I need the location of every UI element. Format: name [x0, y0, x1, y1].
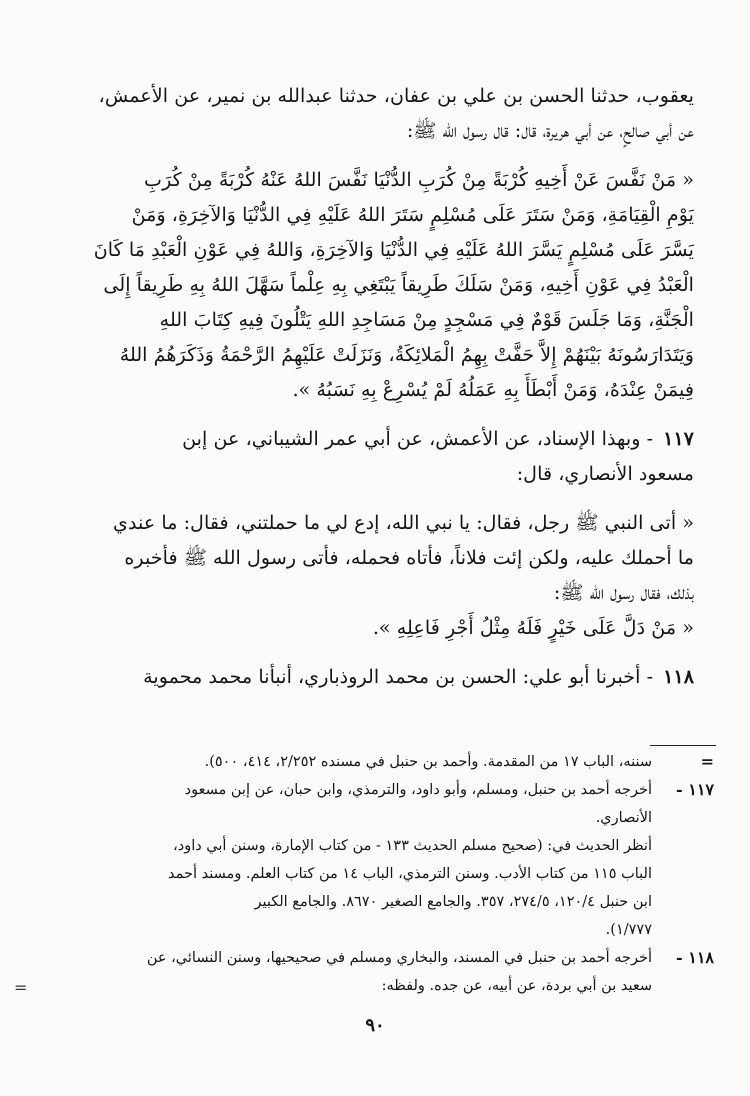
hadith-quote: [50, 162, 694, 407]
text-line: عن أبي صالحٍ، عن أبي هريرة، قال: قال رسول الله ﷺ:: [406, 119, 694, 142]
footnote-line: أنظر الحديث في: (صحيح مسلم الحديث ١٣٣ - من كتاب الإمارة، وسنن أبي داود،: [173, 838, 652, 854]
text-line: الْجَنَّةِ، وَمَا جَلَسَ قَوْمٌ فِي مَسْجِدٍ مِنْ مَسَاجِدِ اللهِ يَتْلُونَ فِيهِ كِتَابَ اللهِ: [159, 308, 694, 331]
hadith-117: [50, 421, 694, 491]
hadith-number: ١١٨: [663, 665, 694, 688]
text-line: بذلك، فقال رسول الله ﷺ:: [553, 581, 694, 604]
footnote-line: ابن حنبل ١٢٠/٤، ٢٧٤/٥، ٣٥٧. والجامع الصغير ٨٦٧٠. والجامع الكبير: [254, 894, 652, 910]
text-line: - وبهذا الإسناد، عن الأعمش، عن أبي عمر الشيباني، عن إبن: [182, 427, 654, 450]
footnote-117: [50, 776, 716, 944]
text-line: فِيمَنْ عِنْدَهُ، وَمَنْ أَبْطَأَ بِهِ عَمَلُهُ لَمْ يُسْرِعْ بِهِ نَسَبُهُ ».: [292, 378, 694, 401]
text-line: يَسَّرَ عَلَى مُسْلِمٍ يَسَّرَ اللهُ عَلَيْهِ فِي الدُّنْيَا وَالآخِرَةِ، وَاللهُ فِي عَوْنِ الْعَبْدِ مَا كَانَ: [93, 238, 694, 261]
continuation-mark: =: [700, 752, 714, 771]
hadith-118: [50, 659, 694, 694]
footnote-118: [50, 944, 716, 1000]
footnote-line: أخرجه أحمد بن حنبل في المسند، والبخاري ومسلم في صحيحيها، وسنن النسائي، عن: [146, 950, 652, 966]
footnote-line: ١/٧٧٧).: [605, 922, 652, 938]
text-line: وَيَتَدَارَسُونَهُ بَيْنَهُمْ إِلاَّ حَفَّتْ بِهِمُ الْمَلائِكَةُ، وَنَزَلَتْ عَلَيْهِمُ الرَّحْمَةُ وَذَكَرَهُمُ اللهُ: [119, 343, 694, 366]
text-line: يَوْمِ الْقِيَامَةِ، وَمَنْ سَتَرَ عَلَى مُسْلِمٍ سَتَرَ اللهُ عَلَيْهِ فِي الدُّنْيَا وَالآخِرَةِ، وَمَنْ: [131, 203, 694, 226]
text-line: « مَنْ نَفَّسَ عَنْ أَخِيهِ كُرْبَةً مِنْ كُرَبِ الدُّنْيَا نَفَّسَ اللهُ عَنْهُ كُرْبَةً مِنْ كُرَبِ: [144, 168, 694, 191]
page-number: ٩٠: [365, 1015, 385, 1036]
footnote-line: سننه، الباب ١٧ من المقدمة. وأحمد بن حنبل في مسنده ٢/٢٥٢، ٤١٤، ٥٠٠).: [204, 754, 652, 770]
footnote-rule: [650, 745, 716, 746]
text-line: الْعَبْدُ فِي عَوْنِ أَخِيهِ، وَمَنْ سَلَكَ طَرِيقاً يَبْتَغِي بِهِ عِلْماً سَهَّلَ اللهُ بِهِ طَرِيقاً إِلَى: [103, 273, 694, 296]
footnote-number: ١١٨ -: [676, 948, 714, 967]
text-line: - أخبرنا أبو علي: الحسن بن محمد الروذباري، أنبأنا محمد محموية: [143, 665, 654, 688]
main-text: [50, 78, 694, 694]
text-line: مسعود الأنصاري، قال:: [516, 462, 694, 485]
footnote-line: الباب ١١٥ من كتاب الأدب. وسنن الترمذي، الباب ١٤ من كتاب العلم. ومسند أحمد: [168, 866, 652, 882]
footnotes: [50, 748, 716, 1000]
footnote-line: الأنصاري.: [595, 810, 652, 826]
story-quote: [50, 505, 694, 645]
text-line: « أتى النبي ﷺ رجل، فقال: يا نبي الله، إدع لي ما حملتني، فقال: ما عندي: [112, 511, 694, 534]
footnote-line: أخرجه أحمد بن حنبل، ومسلم، وأبو داود، والترمذي، وابن حبان، عن إبن مسعود: [184, 782, 652, 798]
footnote-number: ١١٧ -: [676, 780, 714, 799]
text-line: ما أحملك عليه، ولكن إئت فلاناً، فأتاه فحمله، فأتى رسول الله ﷺ فأخبره: [124, 546, 694, 569]
footnote-line: سعيد بن أبي بردة، عن أبيه، عن جده. ولفظه:: [381, 978, 652, 994]
margin-mark: =: [14, 978, 28, 997]
hadith-number: ١١٧: [663, 427, 694, 450]
text-line: يعقوب، حدثنا الحسن بن علي بن عفان، حدثنا عبدالله بن نمير، عن الأعمش،: [98, 84, 694, 107]
footnote-continuation: [50, 748, 716, 776]
intro-paragraph: [50, 78, 694, 148]
saying-line: « مَنْ دَلَّ عَلَى خَيْرٍ فَلَهُ مِثْلُ أَجْرِ فَاعِلِهِ ».: [372, 616, 694, 639]
